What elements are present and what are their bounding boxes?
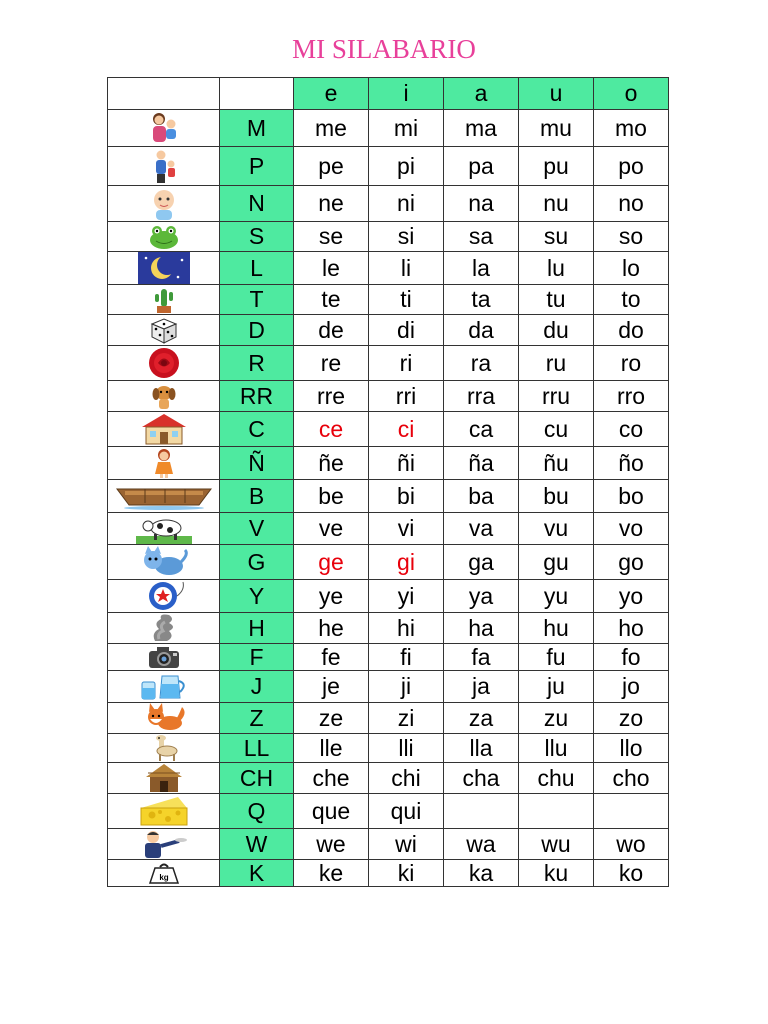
image-cell (108, 110, 220, 147)
syllable-cell: pi (369, 147, 444, 186)
syllable-cell: mi (369, 110, 444, 147)
syllable-cell: yo (594, 580, 669, 613)
image-cell (108, 763, 220, 794)
syllable-cell: go (594, 545, 669, 580)
syllable-cell: que (294, 794, 369, 829)
cat-icon (139, 546, 189, 578)
syllable-cell: me (294, 110, 369, 147)
table-row (108, 545, 669, 580)
syllable-cell: ga (444, 545, 519, 580)
syllable-cell: di (369, 315, 444, 346)
table-row (108, 381, 669, 412)
syllable-cell: vi (369, 513, 444, 545)
image-cell (108, 480, 220, 513)
image-cell (108, 315, 220, 346)
header-empty-consonant-cell (220, 78, 294, 110)
syllable-cell: ya (444, 580, 519, 613)
syllable-cell: za (444, 703, 519, 734)
syllable-cell: je (294, 671, 369, 703)
syllable-cell: na (444, 186, 519, 222)
syllable-cell: ñu (519, 447, 594, 480)
image-cell (108, 644, 220, 671)
consonant-cell: V (220, 513, 294, 545)
syllable-cell: ci (369, 412, 444, 447)
syllable-cell: fa (444, 644, 519, 671)
syllable-cell: cho (594, 763, 669, 794)
consonant-cell: C (220, 412, 294, 447)
image-cell (108, 346, 220, 381)
syllable-cell: he (294, 613, 369, 644)
table-row (108, 513, 669, 545)
syllable-cell: ju (519, 671, 594, 703)
syllable-cell: si (369, 222, 444, 252)
syllable-cell: fo (594, 644, 669, 671)
consonant-cell: T (220, 285, 294, 315)
syllable-cell: ja (444, 671, 519, 703)
table-row (108, 613, 669, 644)
syllable-cell: ka (444, 860, 519, 887)
consonant-cell: K (220, 860, 294, 887)
syllable-cell: ki (369, 860, 444, 887)
fox-icon (142, 703, 186, 733)
syllable-cell: ma (444, 110, 519, 147)
girl-icon (150, 447, 178, 479)
syllable-cell: yu (519, 580, 594, 613)
syllable-cell: re (294, 346, 369, 381)
consonant-cell: J (220, 671, 294, 703)
moon-icon (138, 252, 190, 284)
syllable-cell: rro (594, 381, 669, 412)
syllable-cell: ña (444, 447, 519, 480)
syllable-cell: bi (369, 480, 444, 513)
syllable-cell: tu (519, 285, 594, 315)
syllable-cell: jo (594, 671, 669, 703)
consonant-cell: D (220, 315, 294, 346)
syllable-cell: bo (594, 480, 669, 513)
dog-icon (148, 381, 180, 411)
image-cell (108, 447, 220, 480)
syllable-cell: ne (294, 186, 369, 222)
image-cell (108, 186, 220, 222)
syllable-cell: hu (519, 613, 594, 644)
syllable-cell: du (519, 315, 594, 346)
waiter-icon (139, 829, 189, 859)
syllable-cell: ru (519, 346, 594, 381)
table-row (108, 734, 669, 763)
syllable-cell: chu (519, 763, 594, 794)
consonant-cell: F (220, 644, 294, 671)
syllable-cell: ñi (369, 447, 444, 480)
syllable-cell: co (594, 412, 669, 447)
consonant-cell: LL (220, 734, 294, 763)
baby-icon (148, 187, 180, 221)
syllable-cell: ro (594, 346, 669, 381)
syllable-cell: ti (369, 285, 444, 315)
table-row (108, 186, 669, 222)
syllable-cell: rru (519, 381, 594, 412)
syllable-cell: mo (594, 110, 669, 147)
syllable-cell: lu (519, 252, 594, 285)
syllable-cell: bu (519, 480, 594, 513)
syllable-cell: ge (294, 545, 369, 580)
syllable-cell: ño (594, 447, 669, 480)
vowel-header: o (594, 78, 669, 110)
table-row (108, 860, 669, 887)
syllable-cell: lle (294, 734, 369, 763)
image-cell (108, 147, 220, 186)
image-cell (108, 860, 220, 887)
syllable-cell: va (444, 513, 519, 545)
syllable-cell: cu (519, 412, 594, 447)
consonant-cell: Q (220, 794, 294, 829)
syllable-cell: to (594, 285, 669, 315)
table-row (108, 794, 669, 829)
image-cell (108, 580, 220, 613)
consonant-cell: Ñ (220, 447, 294, 480)
syllable-cell: llu (519, 734, 594, 763)
syllable-cell: qui (369, 794, 444, 829)
page-title: MI SILABARIO (292, 34, 476, 64)
syllable-cell: do (594, 315, 669, 346)
consonant-cell: N (220, 186, 294, 222)
image-cell (108, 671, 220, 703)
syllable-cell: ba (444, 480, 519, 513)
hut-icon (144, 763, 184, 793)
syllable-cell: vo (594, 513, 669, 545)
table-row (108, 285, 669, 315)
table-body (108, 78, 669, 887)
consonant-cell: S (220, 222, 294, 252)
syllable-cell: llo (594, 734, 669, 763)
syllable-cell: be (294, 480, 369, 513)
syllable-cell: fu (519, 644, 594, 671)
syllable-cell: wa (444, 829, 519, 860)
syllable-cell: fi (369, 644, 444, 671)
syllable-cell: hi (369, 613, 444, 644)
table-row (108, 252, 669, 285)
camera-icon (147, 644, 181, 670)
syllable-cell: ce (294, 412, 369, 447)
table-row (108, 703, 669, 734)
image-cell (108, 252, 220, 285)
frog-icon (146, 223, 182, 251)
syllable-cell: nu (519, 186, 594, 222)
vowel-header: a (444, 78, 519, 110)
table-row (108, 346, 669, 381)
image-cell (108, 829, 220, 860)
table-row (108, 110, 669, 147)
boat-icon (115, 481, 213, 511)
syllable-cell: ji (369, 671, 444, 703)
water-jug-icon (138, 672, 190, 702)
syllable-cell: yi (369, 580, 444, 613)
syllable-cell: che (294, 763, 369, 794)
dice-icon (148, 315, 180, 345)
syllable-cell (594, 794, 669, 829)
svg-text:kg: kg (158, 873, 169, 883)
vowel-header: i (369, 78, 444, 110)
syllable-cell: zu (519, 703, 594, 734)
syllable-cell: pe (294, 147, 369, 186)
consonant-cell: P (220, 147, 294, 186)
syllable-cell: zo (594, 703, 669, 734)
syllable-cell: ho (594, 613, 669, 644)
syllable-cell: te (294, 285, 369, 315)
llama-icon (149, 734, 179, 762)
syllable-cell: mu (519, 110, 594, 147)
table-row (108, 763, 669, 794)
syllable-cell: ze (294, 703, 369, 734)
consonant-cell: G (220, 545, 294, 580)
dad-child-icon (149, 148, 179, 184)
syllable-cell: da (444, 315, 519, 346)
syllable-cell: pa (444, 147, 519, 186)
syllable-cell: ko (594, 860, 669, 887)
syllable-cell (444, 794, 519, 829)
image-cell (108, 412, 220, 447)
syllable-cell: chi (369, 763, 444, 794)
syllable-cell: ca (444, 412, 519, 447)
rose-icon (140, 346, 188, 380)
syllable-cell: vu (519, 513, 594, 545)
cow-icon (136, 514, 192, 544)
table-row (108, 412, 669, 447)
consonant-cell: Y (220, 580, 294, 613)
syllable-cell (519, 794, 594, 829)
syllable-cell: so (594, 222, 669, 252)
syllable-cell: wu (519, 829, 594, 860)
house-icon (136, 412, 192, 446)
syllable-cell: lo (594, 252, 669, 285)
syllable-cell: ta (444, 285, 519, 315)
syllable-cell: lli (369, 734, 444, 763)
syllable-cell: ku (519, 860, 594, 887)
syllable-cell: gi (369, 545, 444, 580)
consonant-cell: R (220, 346, 294, 381)
syllable-cell: zi (369, 703, 444, 734)
image-cell (108, 545, 220, 580)
syllable-cell: ve (294, 513, 369, 545)
table-row (108, 447, 669, 480)
vowel-header: u (519, 78, 594, 110)
image-cell (108, 513, 220, 545)
syllable-cell: ri (369, 346, 444, 381)
consonant-cell: RR (220, 381, 294, 412)
kg-weight-icon (147, 861, 181, 885)
table-row (108, 222, 669, 252)
consonant-cell: CH (220, 763, 294, 794)
syllable-cell: le (294, 252, 369, 285)
consonant-cell: M (220, 110, 294, 147)
consonant-cell: H (220, 613, 294, 644)
table-row (108, 644, 669, 671)
image-cell (108, 613, 220, 644)
table-row (108, 580, 669, 613)
table-row (108, 147, 669, 186)
cactus-icon (152, 286, 176, 314)
syllable-cell: lla (444, 734, 519, 763)
syllable-cell: pu (519, 147, 594, 186)
image-cell (108, 285, 220, 315)
image-cell (108, 381, 220, 412)
syllable-cell: gu (519, 545, 594, 580)
table-row (108, 315, 669, 346)
syllable-cell: sa (444, 222, 519, 252)
syllable-cell: ye (294, 580, 369, 613)
header-empty-image-cell (108, 78, 220, 110)
syllable-cell: rri (369, 381, 444, 412)
header-row (108, 78, 669, 110)
table-row (108, 480, 669, 513)
smoke-icon (149, 613, 179, 643)
syllable-cell: wo (594, 829, 669, 860)
syllable-cell: ke (294, 860, 369, 887)
image-cell (108, 734, 220, 763)
syllable-cell: de (294, 315, 369, 346)
syllabary-table (107, 77, 669, 887)
yoyo-icon (139, 580, 189, 612)
syllable-cell: po (594, 147, 669, 186)
image-cell (108, 222, 220, 252)
table-row (108, 671, 669, 703)
consonant-cell: W (220, 829, 294, 860)
consonant-cell: Z (220, 703, 294, 734)
syllable-cell: no (594, 186, 669, 222)
syllable-cell: li (369, 252, 444, 285)
syllable-cell: cha (444, 763, 519, 794)
syllable-cell: we (294, 829, 369, 860)
syllable-cell: su (519, 222, 594, 252)
consonant-cell: L (220, 252, 294, 285)
image-cell (108, 703, 220, 734)
syllable-cell: se (294, 222, 369, 252)
syllable-cell: ni (369, 186, 444, 222)
syllable-cell: la (444, 252, 519, 285)
consonant-cell: B (220, 480, 294, 513)
syllable-cell: rra (444, 381, 519, 412)
syllable-cell: wi (369, 829, 444, 860)
vowel-header: e (294, 78, 369, 110)
syllable-cell: ñe (294, 447, 369, 480)
cheese-icon (138, 794, 190, 828)
syllable-cell: ha (444, 613, 519, 644)
syllable-cell: fe (294, 644, 369, 671)
syllable-cell: ra (444, 346, 519, 381)
table-row (108, 829, 669, 860)
syllable-cell: rre (294, 381, 369, 412)
image-cell (108, 794, 220, 829)
mother-child-icon (144, 110, 184, 146)
